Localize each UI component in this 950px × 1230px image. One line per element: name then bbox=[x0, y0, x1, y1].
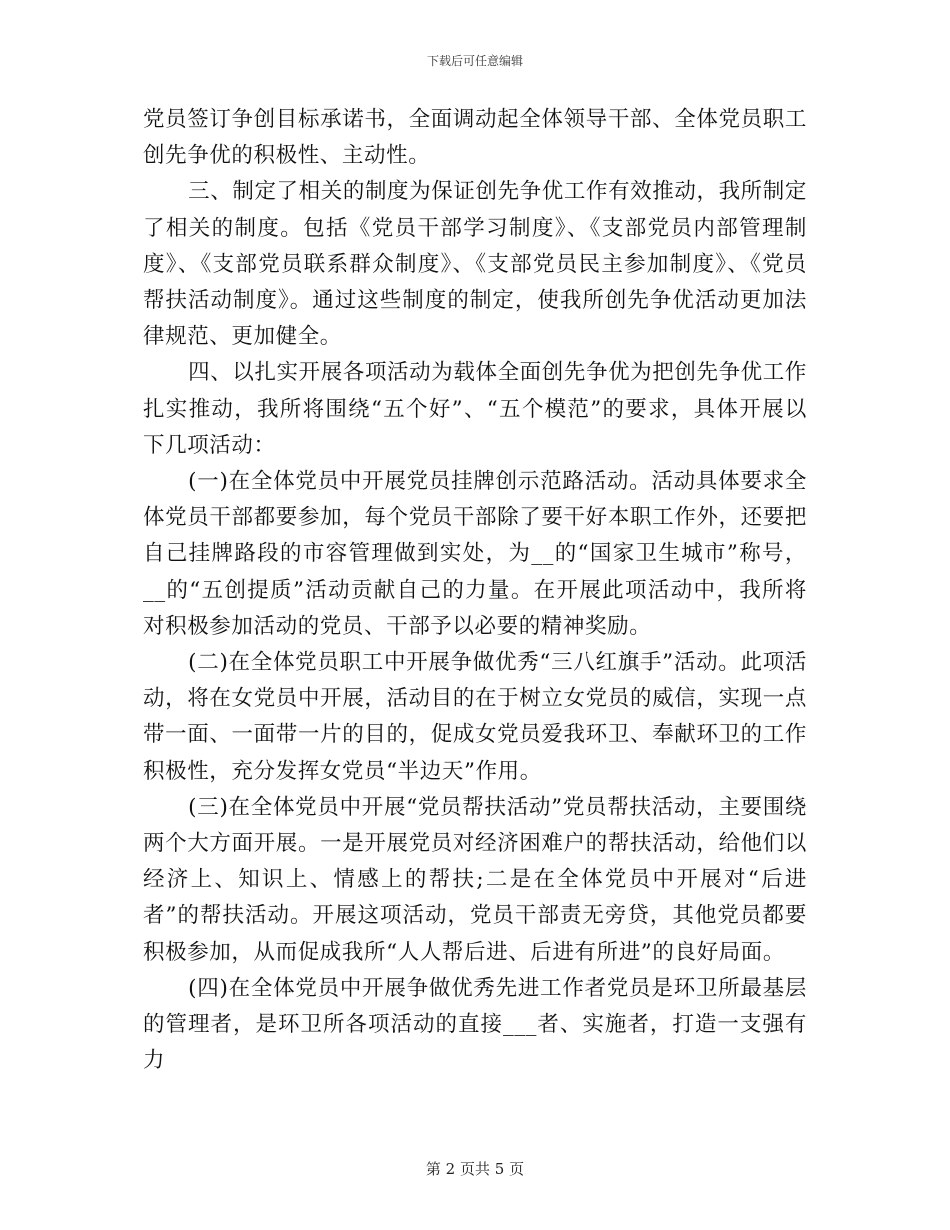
paragraph-3: 四、以扎实开展各项活动为载体全面创先争优为把创先争优工作扎实推动，我所将围绕“五个好”、“五个模范”的要求，具体开展以下几项活动： bbox=[143, 360, 807, 458]
document-body bbox=[143, 102, 807, 1079]
paragraph-4: (一)在全体党员中开展党员挂牌创示范路活动。活动具体要求全体党员干部都要参加，每个党员干部除了要干好本职工作外，还要把自己挂牌路段的市容管理做到实处，为__的“国家卫生城市”称号，__的“五创提质”活动贡献自己的力量。在开展此项活动中，我所将对积极参加活动的党员、干部予以必要的精神奖励。 bbox=[143, 469, 807, 639]
paragraph-7: (四)在全体党员中开展争做优秀先进工作者党员是环卫所最基层的管理者，是环卫所各项活动的直接___者、实施者，打造一支强有力 bbox=[143, 975, 807, 1074]
paragraph-1: 党员签订争创目标承诺书，全面调动起全体领导干部、全体党员职工创先争优的积极性、主动性。 bbox=[143, 107, 807, 169]
paragraph-2: 三、制定了相关的制度为保证创先争优工作有效推动，我所制定了相关的制度。包括《党员干部学习制度》、《支部党员内部管理制度》、《支部党员联系群众制度》、《支部党员民主参加制度》、《党员帮扶活动制度》。通过这些制度的制定，使我所创先争优活动更加法律规范、更加健全。 bbox=[143, 179, 807, 350]
paragraph-6: (三)在全体党员中开展“党员帮扶活动”党员帮扶活动，主要围绕两个大方面开展。一是开展党员对经济困难户的帮扶活动，给他们以经济上、知识上、情感上的帮扶;二是在全体党员中开展对“后进者”的帮扶活动。开展这项活动，党员干部责无旁贷，其他党员都要积极参加，从而促成我所“人人帮后进、后进有所进”的良好局面。 bbox=[143, 794, 807, 965]
paragraph-5: (二)在全体党员职工中开展争做优秀“三八红旗手”活动。此项活动，将在女党员中开展，活动目的在于树立女党员的威信，实现一点带一面、一面带一片的目的，促成女党员爱我环卫、奉献环卫的工作积极性，充分发挥女党员“半边天”作用。 bbox=[143, 650, 807, 784]
page-header-note: 下载后可任意编辑 bbox=[426, 54, 523, 68]
page-number: 第 2 页共 5 页 bbox=[425, 1160, 525, 1178]
